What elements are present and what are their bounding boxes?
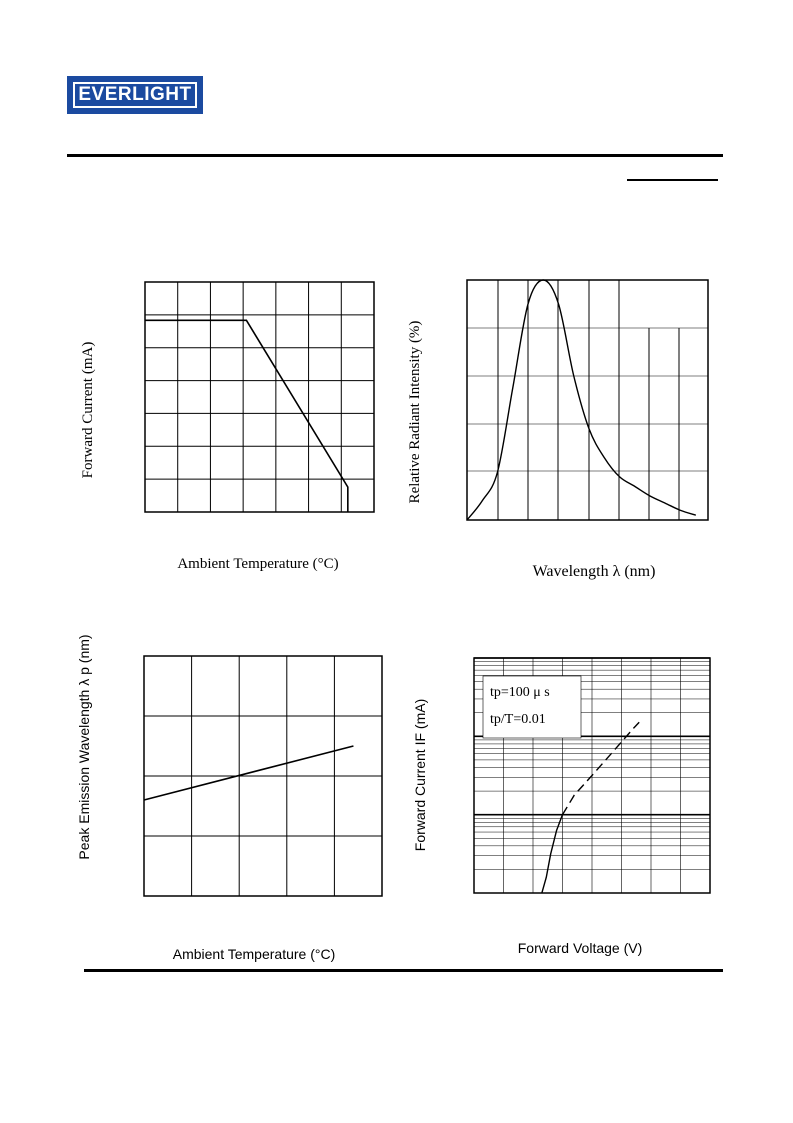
chart1-xlabel: Ambient Temperature (°C): [177, 556, 339, 572]
chart4-ylabel: Forward Current IF (mA): [412, 698, 428, 852]
chart2-series-line: [467, 280, 696, 520]
chart1-grid: [145, 282, 374, 512]
chart3-series-line: [144, 746, 353, 800]
chart2-frame: [467, 280, 708, 520]
chart2-grid: [467, 280, 708, 520]
chart-forward-current-vs-temperature: [80, 282, 374, 572]
chart4-annotation-duty: tp/T=0.01: [490, 712, 546, 727]
logo-text: EVERLIGHT: [78, 84, 192, 105]
chart2-xlabel: Wavelength λ (nm): [532, 563, 656, 580]
chart1-ylabel: Forward Current (mA): [80, 341, 96, 479]
chart2-ylabel: Relative Radiant Intensity (%): [407, 320, 423, 504]
chart-forward-current-vs-voltage: [412, 658, 710, 956]
chart3-xlabel: Ambient Temperature (°C): [172, 946, 336, 962]
chart3-ylabel: Peak Emission Wavelength λ p (nm): [76, 634, 92, 860]
chart4-xlabel: Forward Voltage (V): [517, 940, 643, 956]
chart3-grid: [144, 656, 382, 896]
chart1-frame: [145, 282, 374, 512]
chart4-annotation-tp: tp=100 μ s: [490, 685, 550, 700]
chart-spectrum: [407, 280, 708, 580]
chart1-series-line: [145, 320, 348, 512]
chart4-series-solid: [542, 815, 563, 893]
chart-peak-wavelength-vs-temperature: [76, 634, 382, 962]
